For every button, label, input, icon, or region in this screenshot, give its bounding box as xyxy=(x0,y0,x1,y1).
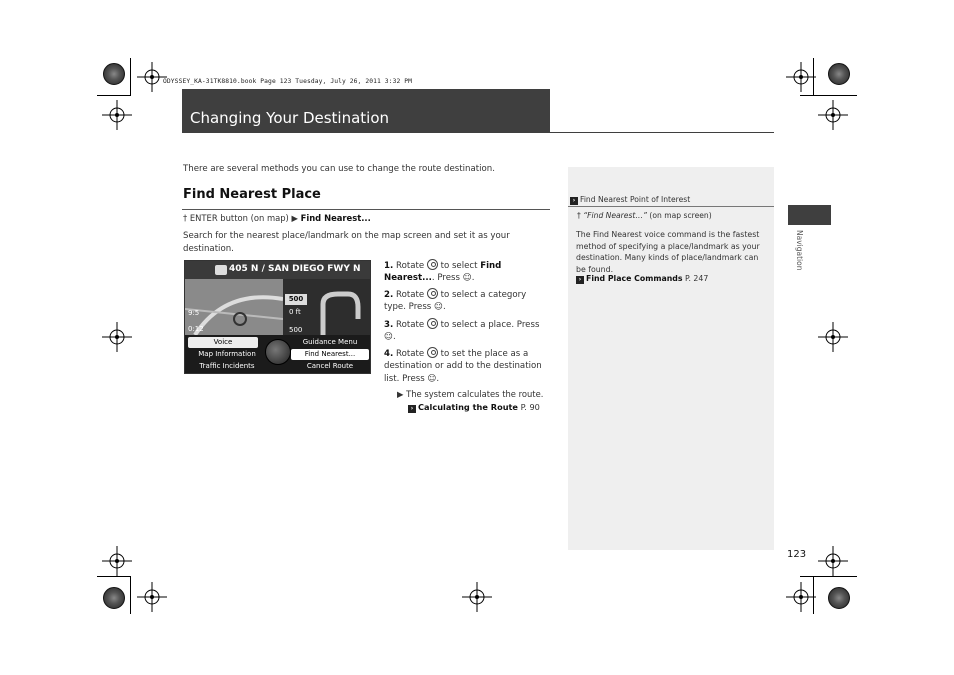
menu-map-info: Map Information xyxy=(198,350,256,358)
enter-target: Find Nearest... xyxy=(300,213,371,223)
arrow-right-icon: ▶ xyxy=(397,389,404,399)
registration-mark-icon xyxy=(818,100,848,130)
rotate-knob-icon xyxy=(427,288,438,299)
system-line-text: The system calculates the route. xyxy=(406,389,544,399)
link-label: Find Place Commands xyxy=(586,274,683,283)
press-icon: ☺ xyxy=(427,373,437,384)
step-num: 4. xyxy=(384,349,394,359)
ft-label: 0 ft xyxy=(289,308,301,316)
intro-text: There are several methods you can use to change the route destination. xyxy=(183,164,495,174)
navigation-screenshot xyxy=(184,260,371,374)
registration-mark-icon xyxy=(462,582,492,612)
step-text: Rotate xyxy=(395,261,425,271)
title-rule xyxy=(182,132,774,133)
crop-line xyxy=(800,95,857,96)
arrow-right-icon: ▶ xyxy=(291,213,298,223)
print-header: ODYSSEY_KA-31TK8810.book Page 123 Tuesday, July 26, 2011 3:32 PM xyxy=(163,78,413,85)
step-1: 1. Rotate to select Find Nearest.... Press ☺. xyxy=(384,261,502,284)
press-icon: ☺ xyxy=(434,302,443,313)
voice-command: “Find Nearest…” xyxy=(583,211,647,220)
panel-body: The Find Nearest voice command is the fastest method of specifying a place/landmark as your destination. Many kinds of place/landmark can be found. xyxy=(576,230,760,274)
step-bold: Find Nearest... xyxy=(384,261,502,284)
menu-traffic: Traffic Incidents xyxy=(199,362,255,370)
enter-instruction xyxy=(183,213,371,223)
crop-line xyxy=(130,58,131,96)
left-readout-a: 9:5 xyxy=(188,309,200,317)
voice-context: (on map screen) xyxy=(649,211,712,220)
calc-route-link[interactable] xyxy=(408,402,540,413)
registration-mark-icon xyxy=(818,322,848,352)
rotate-knob-icon xyxy=(427,259,438,270)
step-text: to set the place as a destination or add to the destination list. Press xyxy=(384,349,542,384)
step-text: Rotate xyxy=(395,320,425,330)
registration-mark-icon xyxy=(786,582,816,612)
link-icon: › xyxy=(408,405,416,413)
system-result xyxy=(397,389,543,399)
menu-cancel-route: Cancel Route xyxy=(306,362,354,370)
chapter-tab xyxy=(788,205,831,225)
crop-line xyxy=(97,576,131,577)
crop-line xyxy=(97,95,131,96)
crop-line xyxy=(130,576,131,614)
panel-heading xyxy=(570,195,690,205)
step-text: . Press xyxy=(431,273,460,284)
enter-prefix: ENTER button (on map) xyxy=(189,213,289,223)
step-num: 3. xyxy=(384,320,394,330)
registration-ball-icon xyxy=(103,63,125,85)
registration-ball-icon xyxy=(828,63,850,85)
link-page: P. 90 xyxy=(520,402,540,412)
step-num: 2. xyxy=(384,290,394,300)
left-readout-b: 0:12 xyxy=(188,325,204,333)
panel-voice-command xyxy=(577,211,712,220)
step-text: to select a place. Press xyxy=(440,320,540,330)
page-number: 123 xyxy=(787,549,807,560)
rotate-knob-icon xyxy=(427,347,438,358)
step-text: Rotate xyxy=(395,290,425,300)
registration-mark-icon xyxy=(786,62,816,92)
page-title: Changing Your Destination xyxy=(190,109,390,127)
highway-shield-icon xyxy=(215,265,227,275)
press-icon: ☺ xyxy=(384,332,393,343)
registration-mark-icon xyxy=(137,582,167,612)
press-icon: ☺ xyxy=(462,273,472,284)
find-place-link[interactable] xyxy=(576,274,708,284)
side-panel xyxy=(568,167,774,550)
registration-mark-icon xyxy=(102,100,132,130)
menu-find-nearest: Find Nearest... xyxy=(291,349,369,360)
section-heading: Find Nearest Place xyxy=(183,187,321,202)
section-rule xyxy=(182,209,550,210)
step-3: 3. Rotate to select a place. Press ☺. xyxy=(384,320,540,343)
panel-head-text: Find Nearest Point of Interest xyxy=(580,195,691,204)
step-text: to select a category type. Press xyxy=(384,290,527,313)
registration-mark-icon xyxy=(102,546,132,576)
note-icon: › xyxy=(570,197,578,205)
road-name: 405 N / SAN DIEGO FWY N xyxy=(229,264,361,274)
chapter-label: Navigation xyxy=(795,230,804,271)
voice-icon: † xyxy=(183,213,188,223)
registration-mark-icon xyxy=(102,322,132,352)
distance-badge: 500 xyxy=(285,294,307,305)
crop-line xyxy=(800,576,857,577)
section-description: Search for the nearest place/landmark on the map screen and set it as your destination. xyxy=(183,231,510,254)
panel-rule xyxy=(568,206,774,207)
step-text: to select xyxy=(440,261,478,271)
step-num: 1. xyxy=(384,261,394,271)
interface-dial-icon xyxy=(265,339,291,365)
voice-icon: † xyxy=(577,211,581,220)
rotate-knob-icon xyxy=(427,318,438,329)
step-4: 4. Rotate to set the place as a destination or add to the destination list. Press ☺. xyxy=(384,349,542,384)
menu-voice: Voice xyxy=(188,337,258,348)
registration-ball-icon xyxy=(103,587,125,609)
scale-label: 500 xyxy=(289,326,303,334)
step-text: Rotate xyxy=(395,349,425,359)
step-2: 2. Rotate to select a category type. Press ☺. xyxy=(384,290,527,313)
link-page: P. 247 xyxy=(684,274,709,283)
registration-ball-icon xyxy=(828,587,850,609)
link-label: Calculating the Route xyxy=(418,402,518,412)
registration-mark-icon xyxy=(818,546,848,576)
registration-mark-icon xyxy=(137,62,167,92)
menu-guidance: Guidance Menu xyxy=(302,338,358,346)
link-icon: › xyxy=(576,276,584,284)
